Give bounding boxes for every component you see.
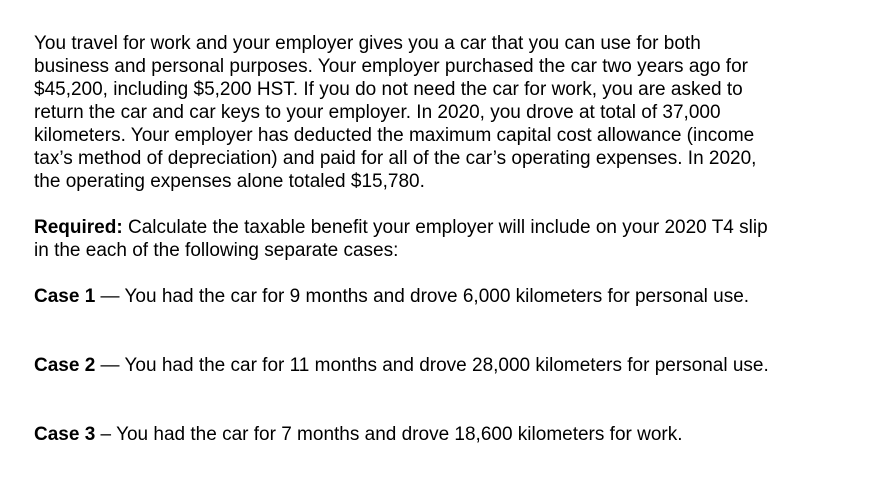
case-2-label: Case 2: [34, 355, 96, 376]
case-2: [34, 354, 854, 377]
case-1-text: — You had the car for 9 months and drove 6,000 kilometers for personal use.: [95, 286, 750, 307]
intro-line: You travel for work and your employer gives you a car that you can use for both: [34, 33, 701, 54]
required-paragraph: [34, 216, 854, 262]
intro-line: the operating expenses alone totaled $15,780.: [34, 171, 425, 192]
intro-line: business and personal purposes. Your employer purchased the car two years ago for: [34, 56, 748, 77]
required-line-1: [34, 216, 854, 239]
case-3: [34, 423, 854, 446]
intro-line: tax’s method of depreciation) and paid for all of the car’s operating expenses. In 2020,: [34, 148, 757, 169]
required-text: Calculate the taxable benefit your employer will include on your 2020 T4 slip: [122, 217, 768, 238]
case-1: [34, 285, 854, 308]
case-3-label: Case 3: [34, 424, 96, 445]
intro-line: kilometers. Your employer has deducted the maximum capital cost allowance (income: [34, 125, 755, 146]
document-body: [34, 32, 854, 446]
case-1-label: Case 1: [34, 286, 96, 307]
intro-line: $45,200, including $5,200 HST. If you do not need the car for work, you are asked to: [34, 79, 743, 100]
required-line-2: in the each of the following separate cases:: [34, 240, 399, 261]
required-label: Required:: [34, 217, 123, 238]
intro-paragraph: [34, 32, 854, 193]
case-3-text: – You had the car for 7 months and drove 18,600 kilometers for work.: [95, 424, 683, 445]
case-2-text: — You had the car for 11 months and drove 28,000 kilometers for personal use.: [95, 355, 769, 376]
intro-line: return the car and car keys to your employer. In 2020, you drove at total of 37,000: [34, 102, 721, 123]
